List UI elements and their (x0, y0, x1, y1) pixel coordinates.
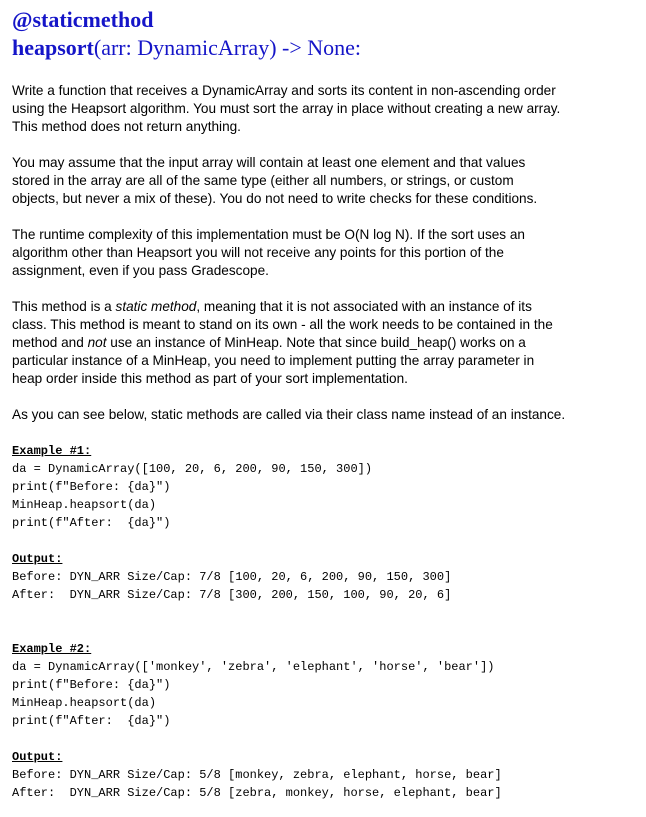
text-line: algorithm other than Heapsort you will not receive any points for this portion of the (12, 245, 504, 260)
code-line: print(f"Before: {da}") (12, 480, 171, 494)
code-line: print(f"After: {da}") (12, 714, 171, 728)
text-line (12, 334, 638, 352)
text-line (12, 298, 638, 316)
code-line: da = DynamicArray(['monkey', 'zebra', 'elephant', 'horse', 'bear']) (12, 660, 495, 674)
method-signature (12, 34, 638, 62)
output-2-label: Output: (12, 750, 63, 764)
text-run: method and (12, 335, 88, 350)
text-line: assignment, even if you pass Gradescope. (12, 263, 269, 278)
example-2-output (12, 748, 638, 802)
text-line: heap order inside this method as part of your sort implementation. (12, 371, 408, 386)
method-heading (12, 6, 638, 62)
complexity-paragraph (12, 226, 638, 280)
text-line: The runtime complexity of this implementation must be O(N log N). If the sort uses an (12, 227, 525, 242)
text-line: stored in the array are all of the same type (either all numbers, or strings, or custom (12, 173, 514, 188)
code-line: MinHeap.heapsort(da) (12, 498, 157, 512)
document-page (12, 6, 638, 802)
example-1-output (12, 550, 638, 604)
text-line: using the Heapsort algorithm. You must sort the array in place without creating a new array. (12, 101, 561, 116)
text-run: , meaning that it is not associated with an instance of its (196, 299, 532, 314)
code-line: MinHeap.heapsort(da) (12, 696, 157, 710)
text-run: use an instance of MinHeap. Note that since build_heap() works on a (106, 335, 526, 350)
emphasis-not: not (87, 335, 107, 350)
text-line: You may assume that the input array will contain at least one element and that values (12, 155, 526, 170)
assumptions-paragraph (12, 154, 638, 208)
text-line: objects, but never a mix of these). You do not need to write checks for these conditions. (12, 191, 538, 206)
example-1-code (12, 442, 638, 532)
output-line: After: DYN_ARR Size/Cap: 7/8 [300, 200, 150, 100, 90, 20, 6] (12, 588, 452, 602)
function-params: (arr: DynamicArray) -> None: (93, 35, 362, 60)
text-line: particular instance of a MinHeap, you need to implement putting the array parameter in (12, 353, 535, 368)
code-line: da = DynamicArray([100, 20, 6, 200, 90, 150, 300]) (12, 462, 373, 476)
example-2-code (12, 640, 638, 730)
text-line: This method does not return anything. (12, 119, 241, 134)
text-line: Write a function that receives a DynamicArray and sorts its content in non-ascending order (12, 83, 556, 98)
text-run: This method is a (12, 299, 116, 314)
output-line: After: DYN_ARR Size/Cap: 5/8 [zebra, monkey, horse, elephant, bear] (12, 786, 502, 800)
function-name: heapsort (12, 35, 94, 60)
example-1-label: Example #1: (12, 444, 92, 458)
text-line: class. This method is meant to stand on its own - all the work needs to be contained in the (12, 317, 553, 332)
output-1-label: Output: (12, 552, 63, 566)
code-line: print(f"Before: {da}") (12, 678, 171, 692)
class-name-paragraph (12, 406, 638, 424)
emphasis-static-method: static method (115, 299, 197, 314)
output-line: Before: DYN_ARR Size/Cap: 5/8 [monkey, zebra, elephant, horse, bear] (12, 768, 502, 782)
description-paragraph (12, 82, 638, 136)
text-line: As you can see below, static methods are called via their class name instead of an instance. (12, 407, 566, 422)
static-method-paragraph (12, 298, 638, 388)
output-line: Before: DYN_ARR Size/Cap: 7/8 [100, 20, 6, 200, 90, 150, 300] (12, 570, 452, 584)
decorator: @staticmethod (12, 7, 154, 32)
code-line: print(f"After: {da}") (12, 516, 171, 530)
example-2-label: Example #2: (12, 642, 92, 656)
